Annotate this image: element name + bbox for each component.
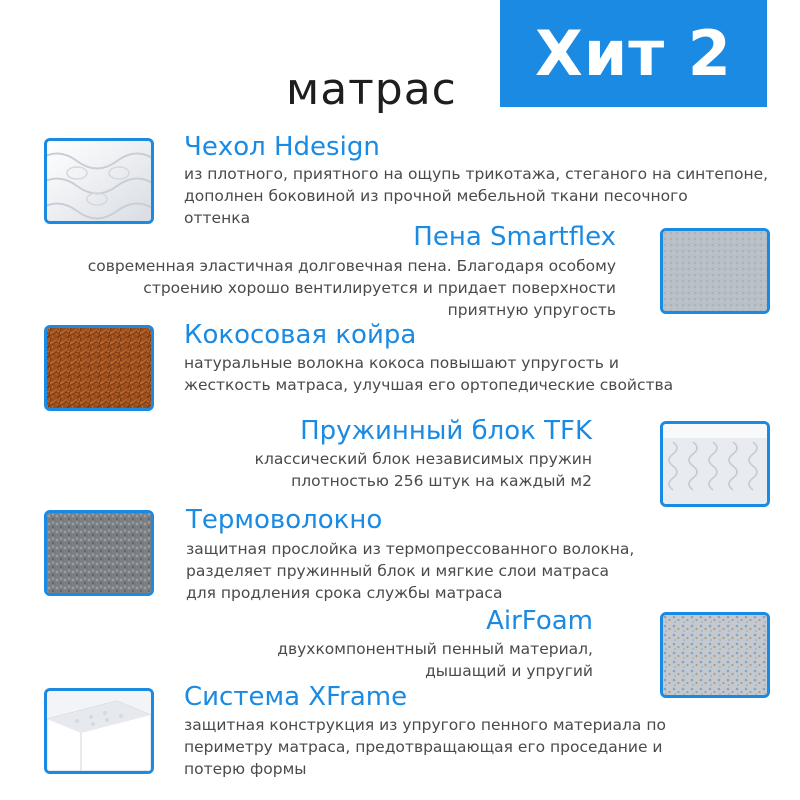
layer-description-springs: классический блок независимых пружин плотностью 256 штук на каждый м2 — [254, 450, 592, 490]
foam-sample-icon — [660, 228, 770, 314]
airfoam-sample-icon — [660, 612, 770, 698]
layer-description-thermofiber: защитная прослойка из термопрессованного волокна, разделяет пружинный блок и мягкие слои матраса для продления срока службы матраса — [186, 540, 635, 602]
spring-block-icon — [660, 421, 770, 507]
layer-description-cover: из плотного, приятного на ощупь трикотажа, стеганого на синтепоне, дополнен боковиной из прочной мебельной ткани песочного оттенка — [184, 165, 769, 227]
knitted-cover-icon — [44, 138, 154, 224]
layer-description-smartflex: современная эластичная долговечная пена. Благодаря особому строению хорошо вентилируется и придает поверхности приятную упругость — [87, 257, 616, 319]
product-title: матрас — [286, 64, 457, 115]
layer-title-thermofiber: Термоволокно — [186, 505, 383, 535]
layer-title-smartflex: Пена Smartflex — [413, 222, 616, 252]
layer-description-xframe: защитная конструкция из упругого пенного материала по периметру матраса, предотвращающая его проседание и потерю формы — [184, 716, 666, 778]
layer-description-coir: натуральные волокна кокоса повышают упругость и жесткость матраса, улучшая его ортопедические свойства — [184, 354, 674, 394]
layer-description-airfoam: двухкомпонентный пенный материал, дышащий и упругий — [277, 640, 593, 680]
xframe-corner-icon — [44, 688, 154, 774]
coconut-coir-icon — [44, 325, 154, 411]
layer-title-springs: Пружинный блок TFK — [300, 416, 592, 446]
layer-title-xframe: Система XFrame — [184, 682, 408, 712]
thermofiber-icon — [44, 510, 154, 596]
hit-badge: Хит 2 — [500, 0, 767, 107]
layer-title-cover: Чехол Hdesign — [184, 132, 380, 162]
layer-title-airfoam: AirFoam — [486, 606, 593, 636]
layer-title-coir: Кокосовая койра — [184, 320, 417, 350]
